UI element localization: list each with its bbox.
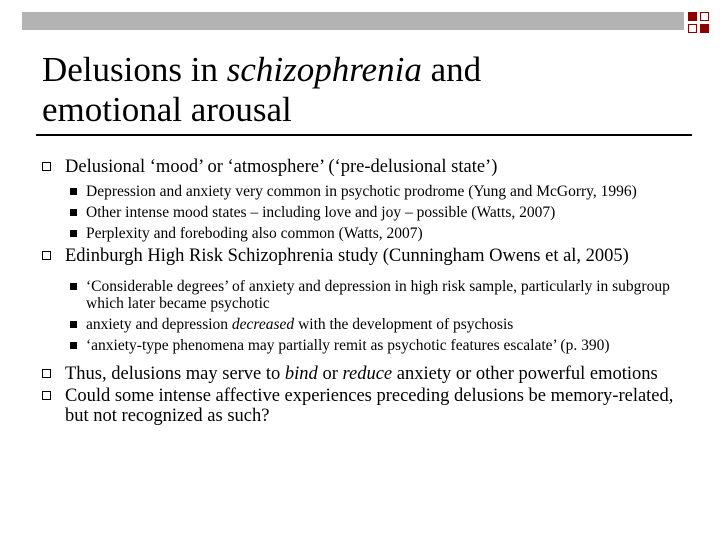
hollow-square-bullet-icon bbox=[42, 251, 51, 260]
sub-bullet: Other intense mood states – including love and joy – possible (Watts, 2007) bbox=[40, 204, 700, 221]
bullet: Thus, delusions may serve to bind or reduce anxiety or other powerful emotions bbox=[40, 364, 700, 384]
hollow-square-bullet-icon bbox=[42, 369, 51, 378]
filled-square-bullet-icon bbox=[70, 230, 77, 237]
filled-square-bullet-icon bbox=[70, 188, 77, 195]
sub-bullet: Perplexity and foreboding also common (Watts, 2007) bbox=[40, 225, 700, 242]
bullet: Could some intense affective experiences preceding delusions be memory-related, but not recognized as such? bbox=[40, 386, 700, 426]
slide-title: Delusions in schizophrenia and emotional arousal bbox=[42, 50, 482, 129]
corner-square-outline bbox=[688, 24, 697, 33]
hollow-square-bullet-icon bbox=[42, 391, 51, 400]
sub-bullet: anxiety and depression decreased with the development of psychosis bbox=[40, 316, 700, 333]
sub-bullet: Depression and anxiety very common in psychotic prodrome (Yung and McGorry, 1996) bbox=[40, 183, 700, 200]
hollow-square-bullet-icon bbox=[42, 162, 51, 171]
bullet: Delusional ‘mood’ or ‘atmosphere’ (‘pre-delusional state’) bbox=[40, 157, 700, 177]
corner-square-filled bbox=[700, 24, 709, 33]
corner-square-outline bbox=[700, 12, 709, 21]
slide-body bbox=[40, 157, 700, 426]
bullet: Edinburgh High Risk Schizophrenia study (Cunningham Owens et al, 2005) bbox=[40, 246, 700, 266]
top-decorative-bar bbox=[22, 12, 684, 30]
title-underline bbox=[36, 134, 692, 136]
sub-bullet: ‘anxiety-type phenomena may partially remit as psychotic features escalate’ (p. 390) bbox=[40, 337, 700, 354]
filled-square-bullet-icon bbox=[70, 209, 77, 216]
filled-square-bullet-icon bbox=[70, 342, 77, 349]
filled-square-bullet-icon bbox=[70, 283, 77, 290]
filled-square-bullet-icon bbox=[70, 321, 77, 328]
sub-bullet: ‘Considerable degrees’ of anxiety and depression in high risk sample, particularly in subgroup which later became psychotic bbox=[40, 278, 700, 312]
corner-square-filled bbox=[688, 12, 697, 21]
